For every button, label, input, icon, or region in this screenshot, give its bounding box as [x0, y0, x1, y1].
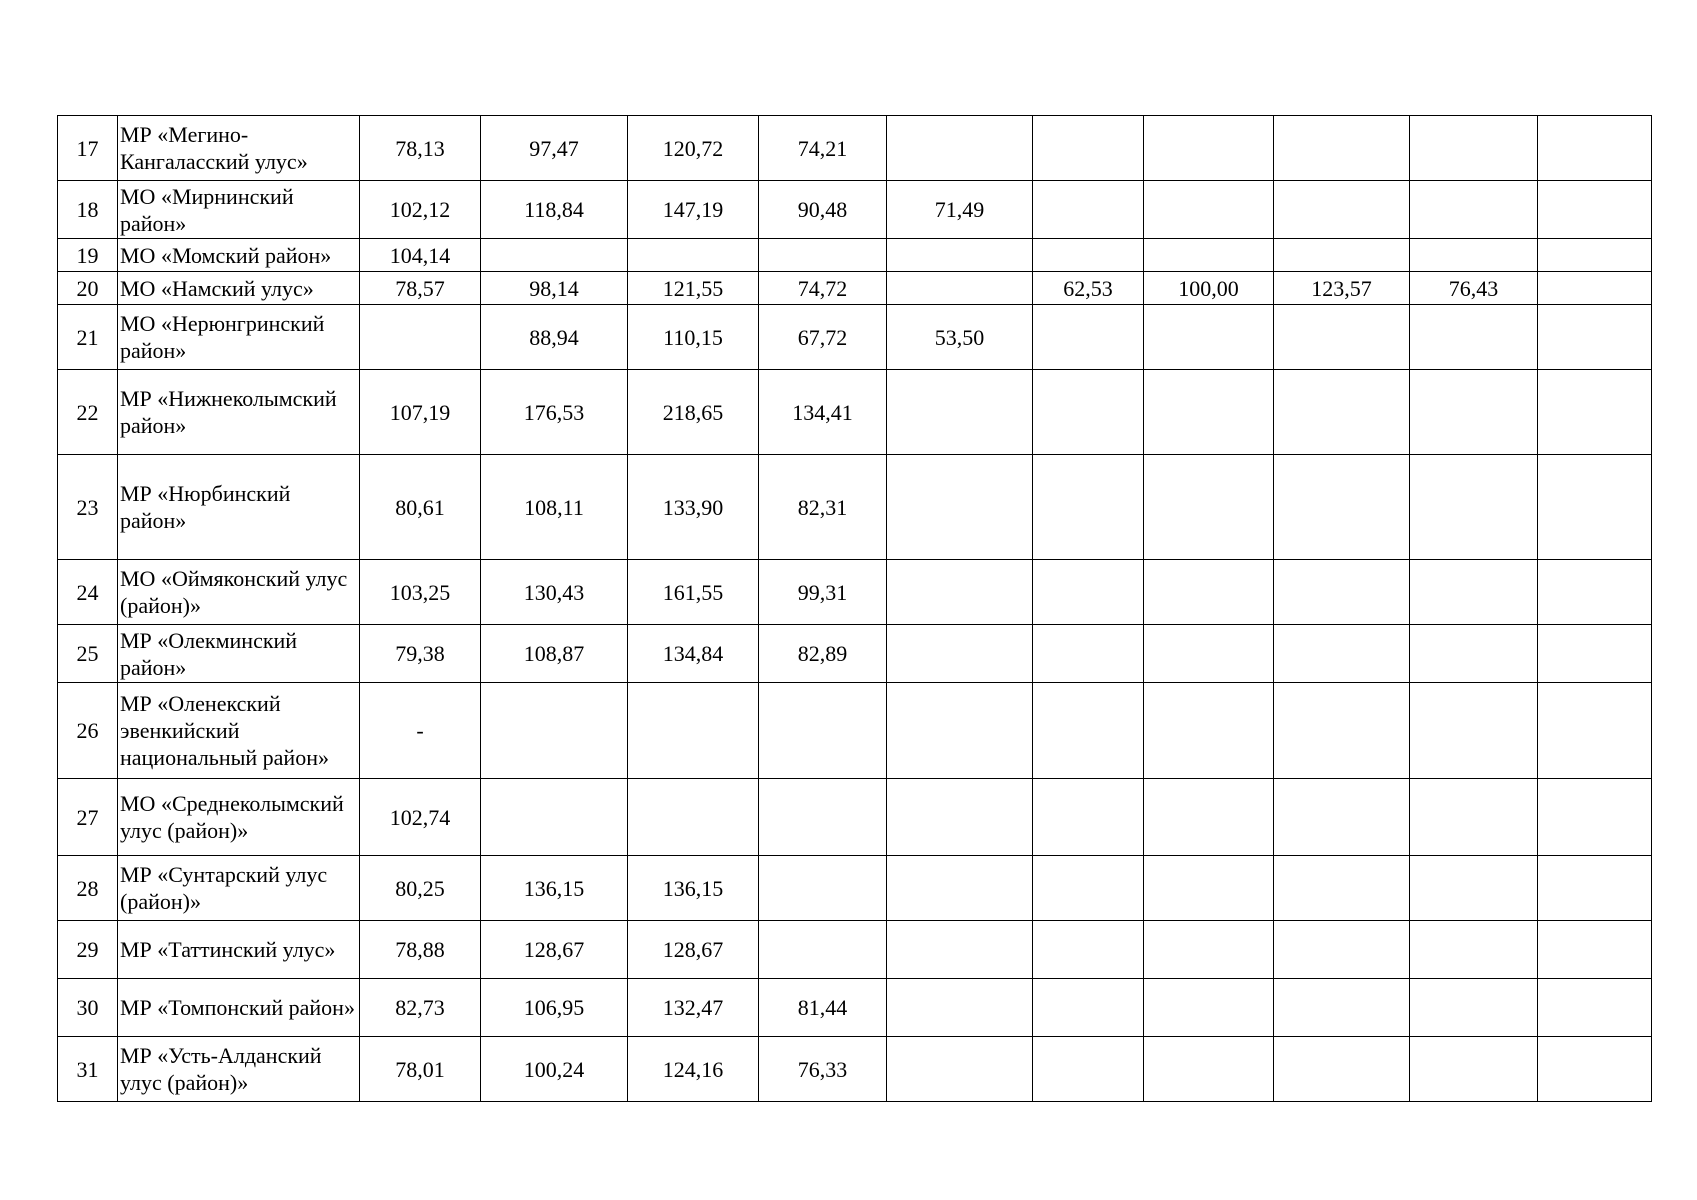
row-number-cell: 29 — [58, 921, 118, 979]
value-cell — [759, 239, 887, 272]
value-cell — [1410, 370, 1538, 455]
value-cell — [1144, 779, 1274, 856]
value-cell: 107,19 — [360, 370, 481, 455]
value-cell — [759, 921, 887, 979]
value-cell — [1033, 921, 1144, 979]
value-cell — [1538, 921, 1652, 979]
municipality-name-cell — [118, 560, 360, 625]
value-cell: 67,72 — [759, 305, 887, 370]
value-cell — [887, 455, 1033, 560]
municipality-data-table — [57, 115, 1652, 1102]
row-number-cell: 31 — [58, 1037, 118, 1102]
value-cell — [1033, 1037, 1144, 1102]
value-cell — [1144, 560, 1274, 625]
municipality-name-cell — [118, 116, 360, 181]
value-cell — [1274, 625, 1410, 683]
table-row — [58, 856, 1652, 921]
table-row — [58, 921, 1652, 979]
row-number-cell: 18 — [58, 181, 118, 239]
value-cell: 81,44 — [759, 979, 887, 1037]
table-row — [58, 455, 1652, 560]
table-row — [58, 560, 1652, 625]
value-cell: 121,55 — [628, 272, 759, 305]
value-cell — [1274, 560, 1410, 625]
value-cell — [1410, 560, 1538, 625]
value-cell: 124,16 — [628, 1037, 759, 1102]
value-cell — [1033, 181, 1144, 239]
value-cell — [1144, 1037, 1274, 1102]
value-cell — [628, 779, 759, 856]
value-cell: 123,57 — [1274, 272, 1410, 305]
value-cell: 128,67 — [628, 921, 759, 979]
value-cell: 78,13 — [360, 116, 481, 181]
value-cell — [1410, 683, 1538, 779]
value-cell — [1274, 683, 1410, 779]
table-row — [58, 239, 1652, 272]
value-cell: 78,57 — [360, 272, 481, 305]
value-cell — [887, 272, 1033, 305]
value-cell — [1538, 116, 1652, 181]
value-cell — [759, 779, 887, 856]
municipality-name-cell — [118, 979, 360, 1037]
value-cell — [1144, 625, 1274, 683]
value-cell: 78,88 — [360, 921, 481, 979]
row-number-cell: 19 — [58, 239, 118, 272]
table-body — [58, 116, 1652, 1102]
value-cell — [1274, 116, 1410, 181]
value-cell: 134,84 — [628, 625, 759, 683]
value-cell — [1274, 856, 1410, 921]
value-cell — [1144, 181, 1274, 239]
value-cell — [1538, 625, 1652, 683]
municipality-name: МО «Намский улус» — [120, 275, 314, 301]
value-cell: 136,15 — [628, 856, 759, 921]
value-cell: 108,11 — [481, 455, 628, 560]
municipality-name: МО «Момский район» — [120, 242, 332, 268]
municipality-name-cell — [118, 779, 360, 856]
value-cell — [1410, 979, 1538, 1037]
value-cell — [1274, 305, 1410, 370]
row-number-cell: 20 — [58, 272, 118, 305]
value-cell — [1274, 455, 1410, 560]
value-cell — [1538, 181, 1652, 239]
value-cell — [1538, 1037, 1652, 1102]
value-cell — [481, 683, 628, 779]
value-cell: 53,50 — [887, 305, 1033, 370]
municipality-name: МО «Оймяконский улус (район)» — [120, 566, 348, 618]
municipality-name: МР «Оленекский эвенкийский национальный район» — [120, 691, 329, 770]
value-cell — [1033, 370, 1144, 455]
row-number-cell: 26 — [58, 683, 118, 779]
value-cell — [887, 116, 1033, 181]
value-cell — [1410, 1037, 1538, 1102]
value-cell: 62,53 — [1033, 272, 1144, 305]
value-cell — [1033, 683, 1144, 779]
value-cell: 76,33 — [759, 1037, 887, 1102]
value-cell — [887, 979, 1033, 1037]
value-cell — [1033, 239, 1144, 272]
municipality-name-cell — [118, 272, 360, 305]
value-cell: 108,87 — [481, 625, 628, 683]
value-cell: 99,31 — [759, 560, 887, 625]
row-number-cell: 28 — [58, 856, 118, 921]
value-cell: 82,31 — [759, 455, 887, 560]
value-cell — [1410, 455, 1538, 560]
value-cell: 147,19 — [628, 181, 759, 239]
value-cell — [887, 370, 1033, 455]
value-cell: 90,48 — [759, 181, 887, 239]
municipality-name: МР «Усть-Алданский улус (район)» — [120, 1043, 322, 1095]
municipality-name-cell — [118, 625, 360, 683]
value-cell — [887, 1037, 1033, 1102]
value-cell: 106,95 — [481, 979, 628, 1037]
value-cell — [887, 779, 1033, 856]
value-cell — [1274, 370, 1410, 455]
value-cell — [887, 683, 1033, 779]
value-cell — [1274, 779, 1410, 856]
value-cell — [1144, 305, 1274, 370]
municipality-name-cell — [118, 239, 360, 272]
value-cell: 82,73 — [360, 979, 481, 1037]
municipality-name-cell — [118, 683, 360, 779]
value-cell — [887, 856, 1033, 921]
value-cell — [1410, 239, 1538, 272]
municipality-name: МР «Олекминский район» — [120, 627, 298, 680]
value-cell: 80,61 — [360, 455, 481, 560]
municipality-name: МР «Мегино-Кангаласский улус» — [120, 122, 308, 174]
value-cell — [1538, 779, 1652, 856]
value-cell — [1144, 921, 1274, 979]
municipality-name: МО «Среднеколымский улус (район)» — [120, 791, 344, 843]
value-cell — [628, 683, 759, 779]
municipality-name-cell — [118, 305, 360, 370]
value-cell — [1410, 921, 1538, 979]
municipality-name: МО «Нерюнгринский район» — [120, 311, 325, 363]
value-cell: 176,53 — [481, 370, 628, 455]
table-row — [58, 370, 1652, 455]
table-row — [58, 272, 1652, 305]
value-cell — [360, 305, 481, 370]
value-cell — [1144, 116, 1274, 181]
row-number-cell: 23 — [58, 455, 118, 560]
table-row — [58, 625, 1652, 683]
value-cell — [1033, 305, 1144, 370]
municipality-name-cell — [118, 1037, 360, 1102]
value-cell — [1410, 856, 1538, 921]
value-cell: 136,15 — [481, 856, 628, 921]
table-row — [58, 979, 1652, 1037]
table-row — [58, 181, 1652, 239]
value-cell: 132,47 — [628, 979, 759, 1037]
value-cell — [1538, 683, 1652, 779]
value-cell — [1033, 625, 1144, 683]
value-cell — [1033, 560, 1144, 625]
value-cell: 118,84 — [481, 181, 628, 239]
value-cell: 102,74 — [360, 779, 481, 856]
value-cell — [887, 625, 1033, 683]
municipality-name: МР «Томпонский район» — [120, 995, 355, 1020]
value-cell — [628, 239, 759, 272]
value-cell: 218,65 — [628, 370, 759, 455]
value-cell — [1274, 979, 1410, 1037]
value-cell — [1033, 779, 1144, 856]
value-cell: 82,89 — [759, 625, 887, 683]
value-cell: 79,38 — [360, 625, 481, 683]
value-cell: - — [360, 683, 481, 779]
value-cell: 71,49 — [887, 181, 1033, 239]
value-cell — [1538, 856, 1652, 921]
row-number-cell: 17 — [58, 116, 118, 181]
value-cell — [1274, 921, 1410, 979]
value-cell — [481, 779, 628, 856]
value-cell — [1538, 979, 1652, 1037]
value-cell — [1274, 1037, 1410, 1102]
value-cell: 120,72 — [628, 116, 759, 181]
value-cell — [1033, 116, 1144, 181]
value-cell — [1410, 779, 1538, 856]
value-cell — [759, 683, 887, 779]
value-cell: 76,43 — [1410, 272, 1538, 305]
value-cell — [1538, 560, 1652, 625]
value-cell: 134,41 — [759, 370, 887, 455]
value-cell: 110,15 — [628, 305, 759, 370]
value-cell: 98,14 — [481, 272, 628, 305]
value-cell: 74,21 — [759, 116, 887, 181]
municipality-name: МО «Мирнинский район» — [120, 183, 294, 236]
municipality-name: МР «Нижнеколымский район» — [120, 386, 337, 438]
row-number-cell: 22 — [58, 370, 118, 455]
value-cell — [1033, 979, 1144, 1037]
value-cell: 97,47 — [481, 116, 628, 181]
value-cell — [1144, 370, 1274, 455]
value-cell — [887, 239, 1033, 272]
value-cell — [887, 921, 1033, 979]
value-cell — [1144, 239, 1274, 272]
value-cell — [887, 560, 1033, 625]
value-cell — [1410, 625, 1538, 683]
value-cell: 102,12 — [360, 181, 481, 239]
value-cell — [1274, 181, 1410, 239]
value-cell: 88,94 — [481, 305, 628, 370]
row-number-cell: 21 — [58, 305, 118, 370]
value-cell: 130,43 — [481, 560, 628, 625]
value-cell — [1144, 455, 1274, 560]
municipality-name-cell — [118, 455, 360, 560]
municipality-name-cell — [118, 370, 360, 455]
value-cell — [1144, 683, 1274, 779]
row-number-cell: 30 — [58, 979, 118, 1037]
value-cell — [1033, 856, 1144, 921]
municipality-name-cell — [118, 181, 360, 239]
municipality-name: МР «Нюрбинский район» — [120, 481, 291, 533]
table-row — [58, 779, 1652, 856]
value-cell — [1538, 455, 1652, 560]
value-cell — [1538, 370, 1652, 455]
value-cell — [1410, 305, 1538, 370]
value-cell — [1410, 181, 1538, 239]
value-cell: 100,00 — [1144, 272, 1274, 305]
value-cell: 104,14 — [360, 239, 481, 272]
value-cell — [1538, 239, 1652, 272]
municipality-name-cell — [118, 921, 360, 979]
value-cell: 100,24 — [481, 1037, 628, 1102]
municipality-name: МР «Сунтарский улус (район)» — [120, 862, 328, 914]
row-number-cell: 24 — [58, 560, 118, 625]
municipality-name: МР «Таттинский улус» — [120, 937, 336, 962]
value-cell: 74,72 — [759, 272, 887, 305]
value-cell — [1144, 856, 1274, 921]
table-row — [58, 305, 1652, 370]
value-cell — [1144, 979, 1274, 1037]
value-cell — [1033, 455, 1144, 560]
value-cell — [1538, 272, 1652, 305]
value-cell: 133,90 — [628, 455, 759, 560]
value-cell — [1538, 305, 1652, 370]
row-number-cell: 27 — [58, 779, 118, 856]
value-cell: 78,01 — [360, 1037, 481, 1102]
value-cell: 128,67 — [481, 921, 628, 979]
municipality-name-cell — [118, 856, 360, 921]
row-number-cell: 25 — [58, 625, 118, 683]
value-cell: 161,55 — [628, 560, 759, 625]
table-row — [58, 1037, 1652, 1102]
value-cell — [1410, 116, 1538, 181]
value-cell — [481, 239, 628, 272]
table-row — [58, 116, 1652, 181]
value-cell: 80,25 — [360, 856, 481, 921]
table-row — [58, 683, 1652, 779]
value-cell: 103,25 — [360, 560, 481, 625]
value-cell — [759, 856, 887, 921]
value-cell — [1274, 239, 1410, 272]
